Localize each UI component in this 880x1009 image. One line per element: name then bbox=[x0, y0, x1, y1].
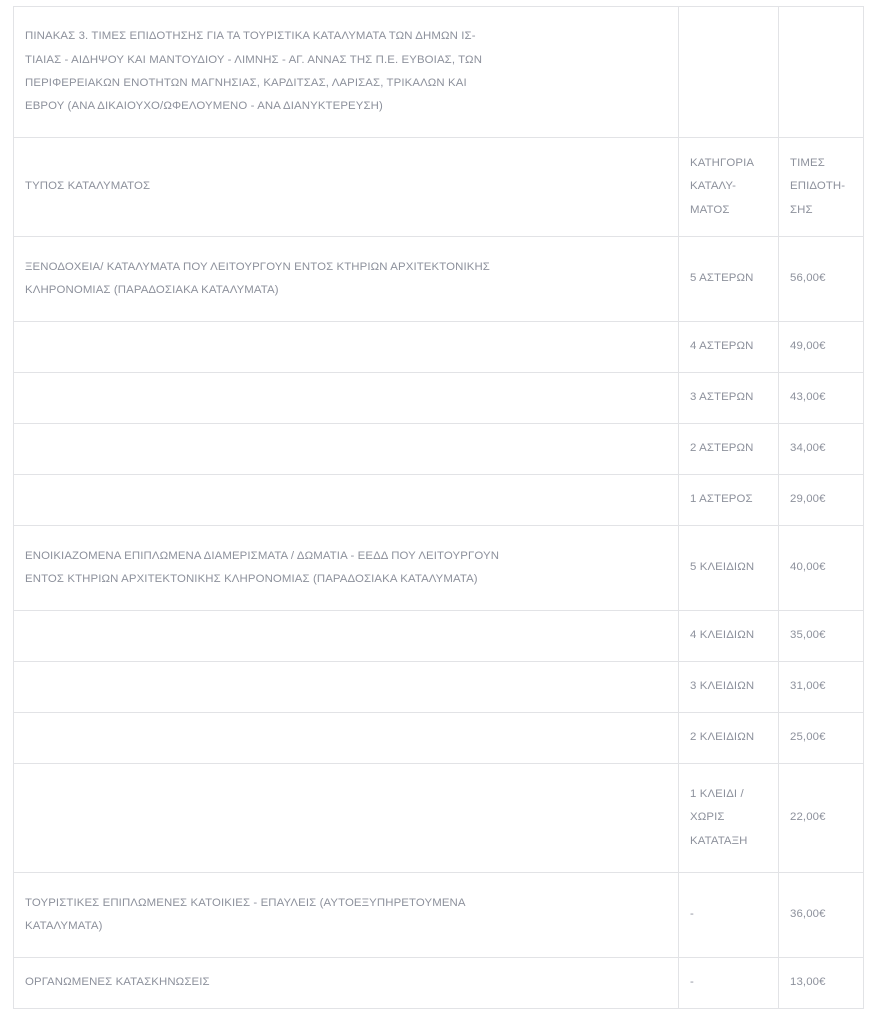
table-body bbox=[14, 7, 864, 1009]
accommodation-type-line-2: ΚΑΤΑΛΥΜΑΤΑ) bbox=[25, 920, 103, 932]
accommodation-type-line-2: ΕΝΤΟΣ ΚΤΗΡΙΩΝ ΑΡΧΙΤΕΚΤΟΝΙΚΗΣ ΚΛΗΡΟΝΟΜΙΑΣ (ΠΑΡΑΔΟΣΙΑΚΑ ΚΑΤΑΛΥΜΑΤΑ) bbox=[25, 573, 478, 585]
cell-category: 2 ΑΣΤΕΡΩΝ bbox=[679, 424, 779, 475]
cell-category: - bbox=[679, 873, 779, 958]
cell-accommodation-type bbox=[14, 237, 679, 322]
table-row bbox=[14, 237, 864, 322]
table-row bbox=[14, 475, 864, 526]
column-header-price bbox=[779, 138, 864, 237]
table-title-line-1: ΠΙΝΑΚΑΣ 3. ΤΙΜΕΣ ΕΠΙΔΟΤΗΣΗΣ ΓΙΑ ΤΑ ΤΟΥΡΙΣΤΙΚΑ ΚΑΤΑΛΥΜΑΤΑ ΤΩΝ ΔΗΜΩΝ ΙΣ- bbox=[25, 30, 476, 43]
cell-category bbox=[679, 764, 779, 873]
cell-category: - bbox=[679, 958, 779, 1009]
cell-accommodation-type bbox=[14, 764, 679, 873]
cell-price: 43,00€ bbox=[779, 373, 864, 424]
cell-category: 5 ΑΣΤΕΡΩΝ bbox=[679, 237, 779, 322]
column-header-category-line-2: ΚΑΤΑΛΥ- bbox=[690, 180, 737, 193]
cell-category-line-1: 1 ΚΛΕΙΔΙ / bbox=[690, 787, 744, 800]
accommodation-type-line-2: ΚΛΗΡΟΝΟΜΙΑΣ (ΠΑΡΑΔΟΣΙΑΚΑ ΚΑΤΑΛΥΜΑΤΑ) bbox=[25, 284, 279, 296]
subsidy-table bbox=[13, 6, 864, 1009]
table-title-cell bbox=[14, 7, 679, 138]
table-row bbox=[14, 873, 864, 958]
column-header-type: ΤΥΠΟΣ ΚΑΤΑΛΥΜΑΤΟΣ bbox=[14, 138, 679, 237]
cell-accommodation-type bbox=[14, 373, 679, 424]
cell-accommodation-type bbox=[14, 611, 679, 662]
cell-price: 13,00€ bbox=[779, 958, 864, 1009]
table-header-row bbox=[14, 138, 864, 237]
table-row bbox=[14, 713, 864, 764]
cell-category: 1 ΑΣΤΕΡΟΣ bbox=[679, 475, 779, 526]
cell-price: 40,00€ bbox=[779, 526, 864, 611]
table-row bbox=[14, 611, 864, 662]
cell-category: 5 ΚΛΕΙΔΙΩΝ bbox=[679, 526, 779, 611]
column-header-category-line-3: ΜΑΤΟΣ bbox=[690, 203, 730, 216]
cell-price: 34,00€ bbox=[779, 424, 864, 475]
accommodation-type-line-1: ΕΝΟΙΚΙΑΖΟΜΕΝΑ ΕΠΙΠΛΩΜΕΝΑ ΔΙΑΜΕΡΙΣΜΑΤΑ / ΔΩΜΑΤΙΑ - ΕΕΔΔ ΠΟΥ ΛΕΙΤΟΥΡΓΟΥΝ bbox=[25, 549, 500, 562]
title-row-category-spacer bbox=[679, 7, 779, 138]
cell-price: 56,00€ bbox=[779, 237, 864, 322]
table-row bbox=[14, 764, 864, 873]
column-header-price-line-3: ΣΗΣ bbox=[790, 203, 813, 216]
cell-accommodation-type: ΟΡΓΑΝΩΜΕΝΕΣ ΚΑΤΑΣΚΗΝΩΣΕΙΣ bbox=[14, 958, 679, 1009]
table-row bbox=[14, 526, 864, 611]
table-title-line-4: ΕΒΡΟΥ (ΑΝΑ ΔΙΚΑΙΟΥΧΟ/ΩΦΕΛΟΥΜΕΝΟ - ΑΝΑ ΔΙΑΝΥΚΤΕΡΕΥΣΗ) bbox=[25, 100, 383, 113]
cell-price: 35,00€ bbox=[779, 611, 864, 662]
table-row bbox=[14, 373, 864, 424]
table-row-title bbox=[14, 7, 864, 138]
cell-accommodation-type bbox=[14, 322, 679, 373]
title-row-price-spacer bbox=[779, 7, 864, 138]
cell-category: 3 ΑΣΤΕΡΩΝ bbox=[679, 373, 779, 424]
table-row bbox=[14, 662, 864, 713]
column-header-category-line-1: ΚΑΤΗΓΟΡΙΑ bbox=[690, 156, 755, 169]
cell-category-line-3: ΚΑΤΑΤΑΞΗ bbox=[690, 834, 748, 847]
accommodation-type-line-1: ΤΟΥΡΙΣΤΙΚΕΣ ΕΠΙΠΛΩΜΕΝΕΣ ΚΑΤΟΙΚΙΕΣ - ΕΠΑΥΛΕΙΣ (ΑΥΤΟΕΞΥΠΗΡΕΤΟΥΜΕΝΑ bbox=[25, 896, 466, 909]
cell-category: 2 ΚΛΕΙΔΙΩΝ bbox=[679, 713, 779, 764]
cell-price: 29,00€ bbox=[779, 475, 864, 526]
subsidy-table-container bbox=[13, 6, 863, 1009]
table-title-line-3: ΠΕΡΙΦΕΡΕΙΑΚΩΝ ΕΝΟΤΗΤΩΝ ΜΑΓΝΗΣΙΑΣ, ΚΑΡΔΙΤΣΑΣ, ΛΑΡΙΣΑΣ, ΤΡΙΚΑΛΩΝ ΚΑΙ bbox=[25, 77, 467, 89]
cell-price: 22,00€ bbox=[779, 764, 864, 873]
cell-accommodation-type bbox=[14, 713, 679, 764]
table-row bbox=[14, 424, 864, 475]
cell-price: 36,00€ bbox=[779, 873, 864, 958]
cell-accommodation-type bbox=[14, 873, 679, 958]
cell-accommodation-type bbox=[14, 424, 679, 475]
column-header-category bbox=[679, 138, 779, 237]
cell-category: 3 ΚΛΕΙΔΙΩΝ bbox=[679, 662, 779, 713]
accommodation-type-line-1: ΞΕΝΟΔΟΧΕΙΑ/ ΚΑΤΑΛΥΜΑΤΑ ΠΟΥ ΛΕΙΤΟΥΡΓΟΥΝ ΕΝΤΟΣ ΚΤΗΡΙΩΝ ΑΡΧΙΤΕΚΤΟΝΙΚΗΣ bbox=[25, 260, 490, 273]
cell-accommodation-type bbox=[14, 662, 679, 713]
table-row bbox=[14, 322, 864, 373]
cell-price: 25,00€ bbox=[779, 713, 864, 764]
table-title-line-2: ΤΙΑΙΑΣ - ΑΙΔΗΨΟΥ ΚΑΙ ΜΑΝΤΟΥΔΙΟΥ - ΛΙΜΝΗΣ - ΑΓ. ΑΝΝΑΣ ΤΗΣ Π.Ε. ΕΥΒΟΙΑΣ, ΤΩΝ bbox=[25, 53, 483, 66]
column-header-price-line-1: ΤΙΜΕΣ bbox=[790, 156, 825, 169]
cell-accommodation-type bbox=[14, 475, 679, 526]
cell-price: 31,00€ bbox=[779, 662, 864, 713]
cell-category: 4 ΑΣΤΕΡΩΝ bbox=[679, 322, 779, 373]
column-header-price-line-2: ΕΠΙΔΟΤΗ- bbox=[790, 180, 846, 193]
cell-category-line-2: ΧΩΡΙΣ bbox=[690, 811, 725, 824]
cell-accommodation-type bbox=[14, 526, 679, 611]
table-row bbox=[14, 958, 864, 1009]
cell-category: 4 ΚΛΕΙΔΙΩΝ bbox=[679, 611, 779, 662]
cell-price: 49,00€ bbox=[779, 322, 864, 373]
